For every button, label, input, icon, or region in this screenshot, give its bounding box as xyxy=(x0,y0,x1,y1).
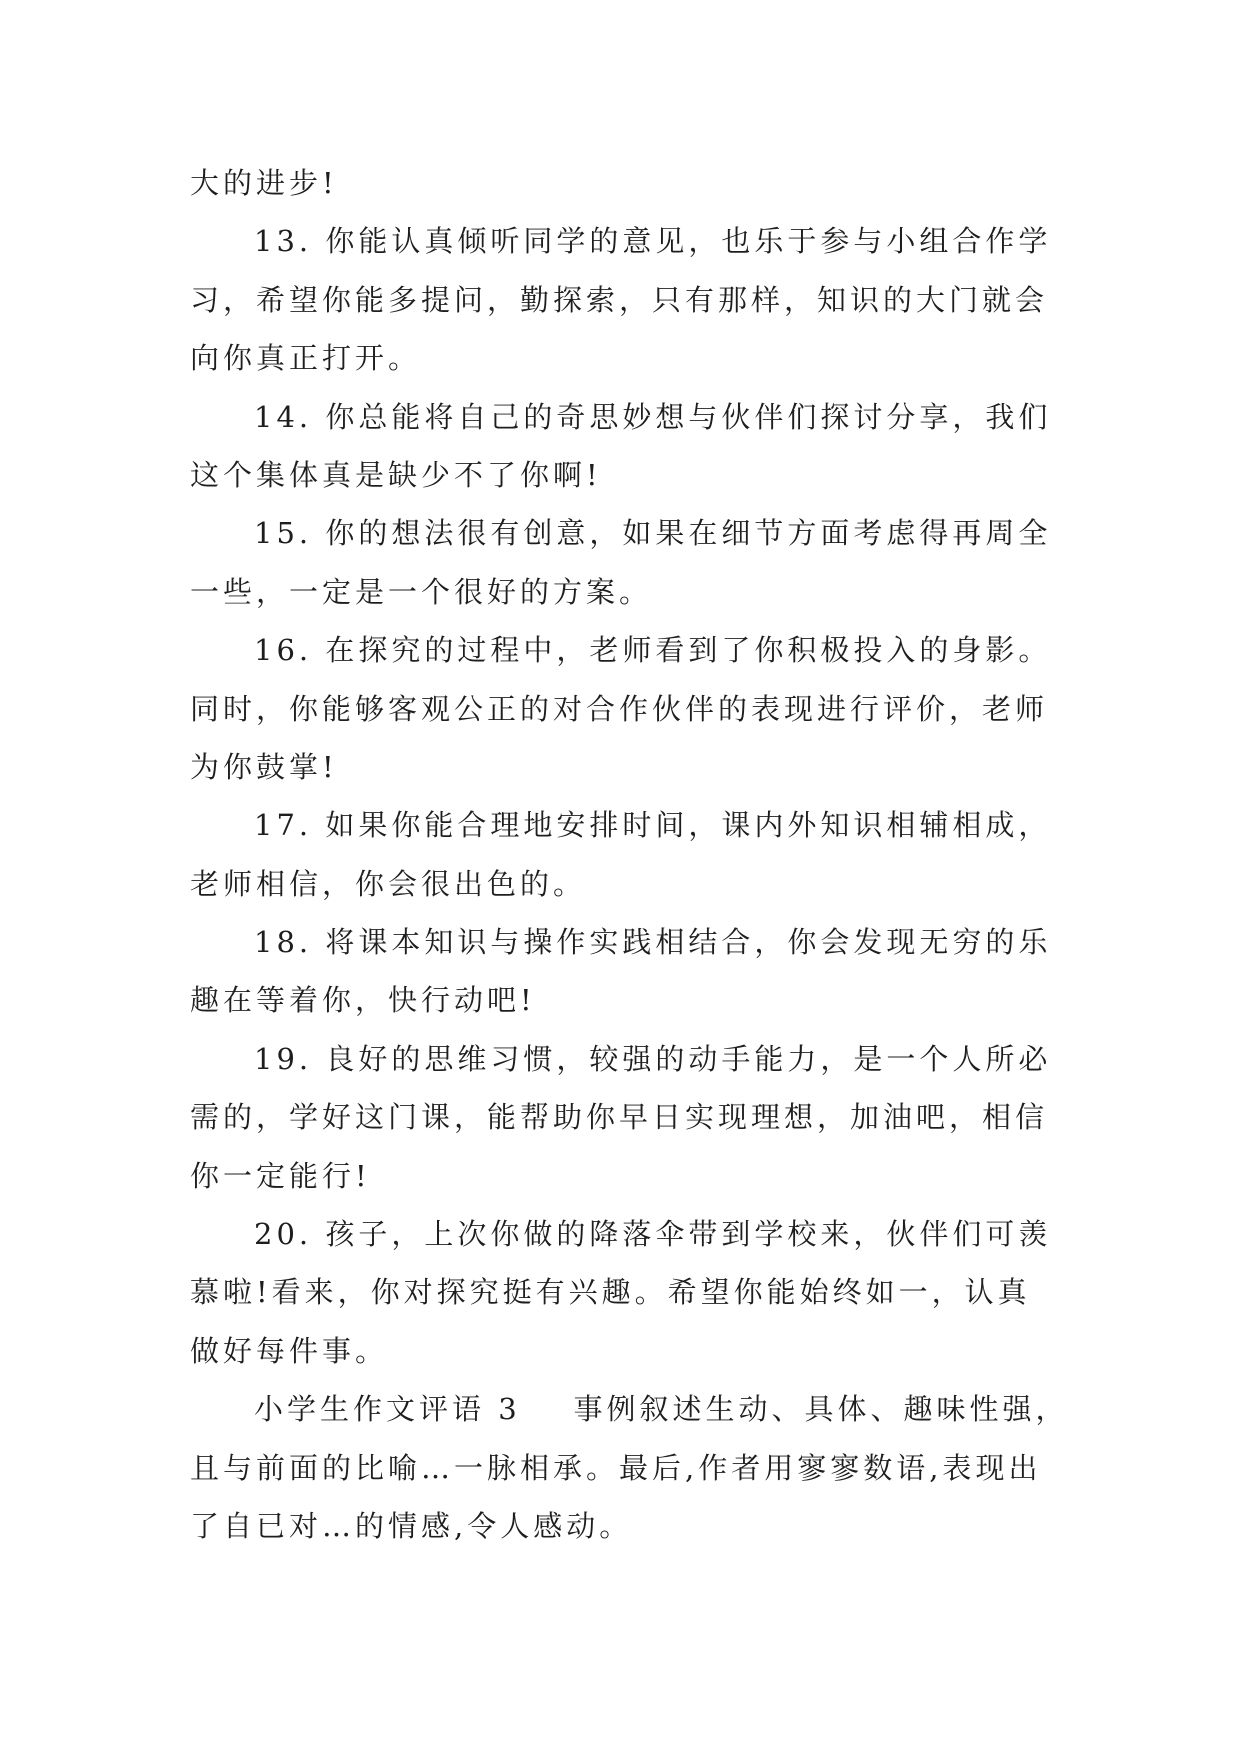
text-line: 13. 你能认真倾听同学的意见，也乐于参与小组合作学 xyxy=(254,224,1052,259)
paragraph xyxy=(190,388,1090,505)
paragraph xyxy=(190,1205,1090,1380)
text-line: 同时，你能够客观公正的对合作伙伴的表现进行评价，老师 xyxy=(190,691,1049,726)
paragraph xyxy=(190,1030,1090,1205)
paragraph xyxy=(190,621,1090,796)
text-line: 20. 孩子，上次你做的降落伞带到学校来，伙伴们可羡 xyxy=(254,1217,1052,1252)
text-line: 需的，学好这门课，能帮助你早日实现理想，加油吧，相信 xyxy=(190,1100,1049,1135)
paragraph xyxy=(190,504,1090,621)
text-line: 习，希望你能多提问，勤探索，只有那样，知识的大门就会 xyxy=(190,282,1049,317)
text-line: 这个集体真是缺少不了你啊! xyxy=(190,457,602,492)
text-line: 17. 如果你能合理地安排时间，课内外知识相辅相成， xyxy=(254,808,1052,843)
text-line: 16. 在探究的过程中，老师看到了你积极投入的身影。 xyxy=(254,633,1052,668)
text-line: 慕啦!看来，你对探究挺有兴趣。希望你能始终如一，认真 xyxy=(190,1275,1031,1310)
text-line: 趣在等着你，快行动吧! xyxy=(190,983,536,1018)
text-line: 向你真正打开。 xyxy=(190,341,422,376)
text-line: 了自已对…的情感,令人感动。 xyxy=(190,1508,633,1543)
paragraph xyxy=(190,913,1090,1030)
text-line: 小学生作文评语 3 事例叙述生动、具体、趣味性强， xyxy=(254,1392,1069,1427)
text-line: 大的进步! xyxy=(190,166,338,200)
text-line: 为你鼓掌! xyxy=(190,749,338,784)
text-line: 一些，一定是一个很好的方案。 xyxy=(190,574,653,609)
text-line: 你一定能行! xyxy=(190,1158,371,1193)
text-line: 18. 将课本知识与操作实践相结合，你会发现无穷的乐 xyxy=(254,925,1052,960)
paragraph xyxy=(190,1380,1090,1555)
text-line: 14. 你总能将自己的奇思妙想与伙伴们探讨分享，我们 xyxy=(254,399,1052,434)
text-line: 且与前面的比喻…一脉相承。最后,作者用寥寥数语,表现出 xyxy=(190,1450,1042,1485)
text-line: 老师相信，你会很出色的。 xyxy=(190,866,587,901)
paragraph xyxy=(190,796,1090,913)
text-line: 做好每件事。 xyxy=(190,1333,389,1368)
document-body xyxy=(190,154,1090,1555)
paragraph xyxy=(190,212,1090,387)
text-line: 15. 你的想法很有创意，如果在细节方面考虑得再周全 xyxy=(254,516,1052,551)
paragraph xyxy=(190,154,1090,212)
text-line: 19. 良好的思维习惯，较强的动手能力，是一个人所必 xyxy=(254,1041,1052,1076)
